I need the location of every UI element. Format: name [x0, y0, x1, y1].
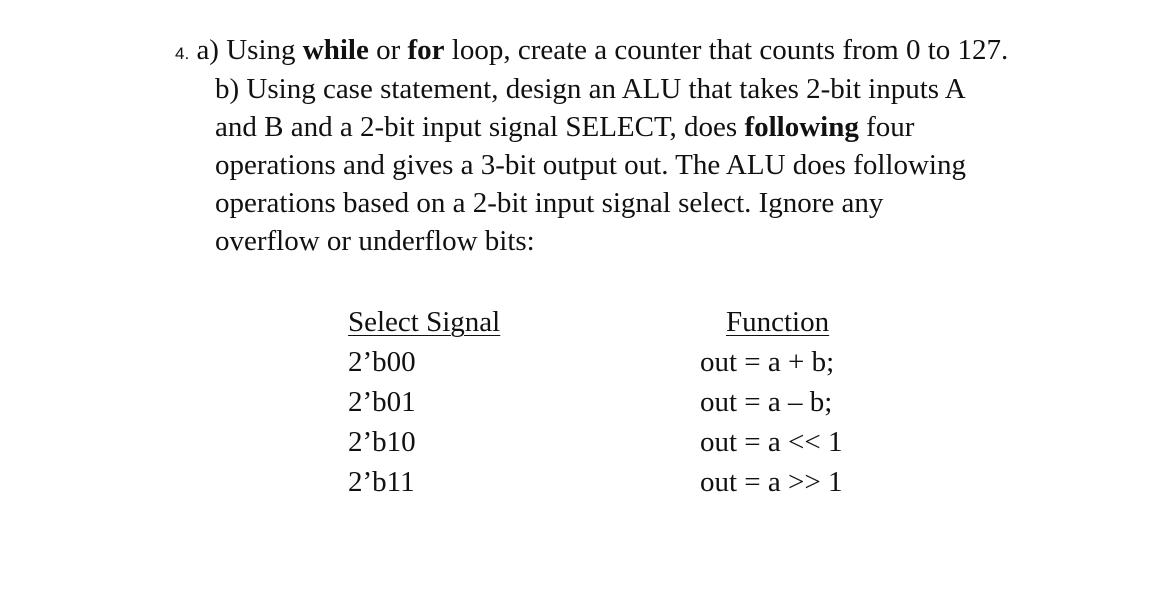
- part-a-keyword-while: while: [302, 34, 369, 66]
- function-value: out = a – b;: [700, 386, 833, 418]
- part-a-prefix: a) Using: [196, 34, 303, 66]
- select-signal-value: 2’b10: [348, 426, 416, 458]
- part-b-line-2-bold: following: [744, 111, 859, 143]
- select-signal-column: [348, 302, 588, 502]
- part-b-line-2-suffix: four: [858, 111, 915, 143]
- part-a-suffix: loop, create a counter that counts from 0 to 127.: [444, 34, 1009, 66]
- select-signal-value: 2’b11: [348, 466, 415, 498]
- part-b-line-3: operations and gives a 3-bit output out. The ALU does following: [215, 149, 966, 181]
- part-b-line-1: b) Using case statement, design an ALU that takes 2-bit inputs A: [215, 73, 966, 105]
- select-signal-header: Select Signal: [348, 306, 501, 338]
- part-b-line-2: [215, 108, 914, 146]
- function-header: Function: [726, 306, 830, 338]
- part-a-keyword-for: for: [407, 34, 445, 66]
- part-b-line-4: operations based on a 2-bit input signal select. Ignore any: [215, 187, 884, 219]
- part-b-line-5: overflow or underflow bits:: [215, 225, 535, 257]
- question-4-part-a-line: [175, 31, 1008, 73]
- question-number: 4.: [175, 44, 190, 63]
- select-signal-value: 2’b00: [348, 346, 416, 378]
- function-value: out = a + b;: [700, 346, 835, 378]
- function-column: [668, 302, 868, 502]
- alu-operation-table: [348, 302, 868, 502]
- part-b-line-2-prefix: and B and a 2-bit input signal SELECT, does: [215, 111, 745, 143]
- part-a-mid: or: [368, 34, 408, 66]
- function-value: out = a >> 1: [700, 466, 843, 498]
- function-value: out = a << 1: [700, 426, 843, 458]
- select-signal-value: 2’b01: [348, 386, 416, 418]
